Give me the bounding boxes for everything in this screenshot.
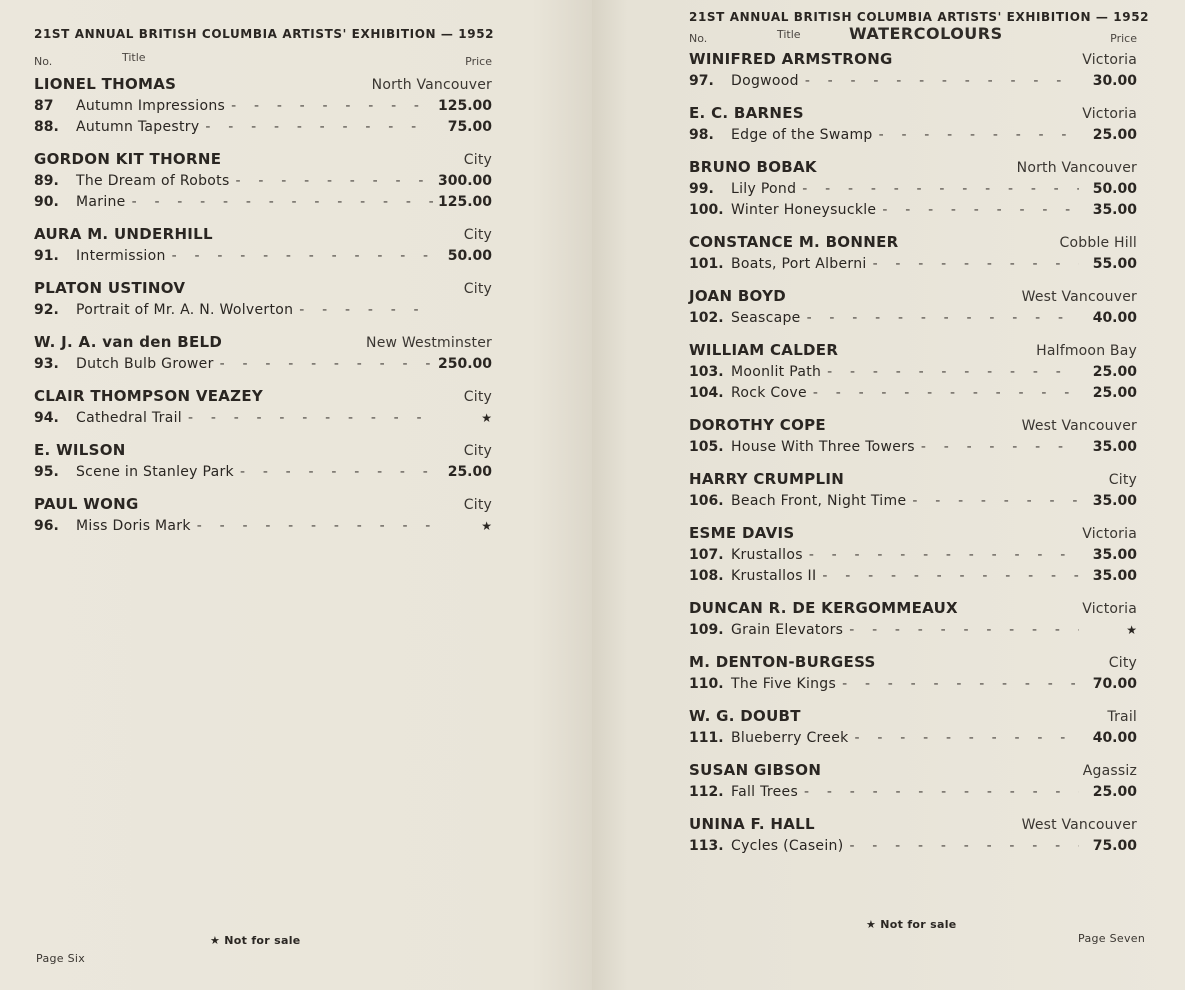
artist-entry xyxy=(689,599,1137,643)
work-title: Portrait of Mr. A. N. Wolverton xyxy=(76,302,294,318)
artist-name: CONSTANCE M. BONNER xyxy=(689,233,899,251)
work-row xyxy=(689,838,1137,859)
work-title: The Five Kings xyxy=(731,676,837,692)
artist-name: LIONEL THOMAS xyxy=(34,75,177,93)
dot-leader xyxy=(906,493,1079,509)
work-title: House With Three Towers xyxy=(731,439,915,455)
work-price: 125.00 xyxy=(437,98,492,114)
artist-line xyxy=(689,707,1137,730)
work-number: 112. xyxy=(689,784,724,800)
work-row xyxy=(689,493,1137,514)
artist-entry xyxy=(34,495,492,539)
artist-list xyxy=(689,50,1137,859)
artist-line xyxy=(689,233,1137,256)
artist-entry xyxy=(34,441,492,485)
artist-location: New Westminster xyxy=(366,335,492,351)
work-number: 90. xyxy=(34,194,59,210)
not-for-sale-note: ★ Not for sale xyxy=(866,918,957,931)
work-title: Blueberry Creek xyxy=(731,730,849,746)
artist-location: City xyxy=(463,281,492,297)
work-price: 25.00 xyxy=(1092,385,1137,401)
dot-leader xyxy=(807,385,1079,401)
work-title: Moonlit Path xyxy=(731,364,822,380)
page-seven-content xyxy=(689,10,1150,859)
artist-location: North Vancouver xyxy=(1016,160,1137,176)
column-title-heading: Title xyxy=(122,51,146,64)
dot-leader xyxy=(126,194,434,210)
work-row xyxy=(689,784,1137,805)
work-number: 102. xyxy=(689,310,724,326)
column-price-heading: Price xyxy=(1110,32,1137,45)
column-headings xyxy=(689,24,1137,50)
artist-entry xyxy=(689,158,1137,223)
artist-entry xyxy=(689,104,1137,148)
dot-leader xyxy=(849,730,1079,746)
dot-leader xyxy=(867,256,1079,272)
page-header: 21ST ANNUAL BRITISH COLUMBIA ARTISTS' EXHIBITION — 1952 xyxy=(34,27,495,41)
dot-leader xyxy=(199,119,434,135)
artist-location: Victoria xyxy=(1082,106,1137,122)
artist-line xyxy=(689,341,1137,364)
artist-name: WINIFRED ARMSTRONG xyxy=(689,50,893,68)
work-title: The Dream of Robots xyxy=(76,173,230,189)
column-no-heading: No. xyxy=(34,55,53,68)
artist-name: W. G. DOUBT xyxy=(689,707,801,725)
artist-location: City xyxy=(463,389,492,405)
work-price: 35.00 xyxy=(1092,439,1137,455)
work-price: 25.00 xyxy=(1092,364,1137,380)
artist-line xyxy=(689,416,1137,439)
work-row xyxy=(689,256,1137,277)
dot-leader xyxy=(873,127,1079,143)
artist-location: Victoria xyxy=(1082,52,1137,68)
work-number: 94. xyxy=(34,410,59,426)
work-row xyxy=(34,98,492,119)
work-number: 106. xyxy=(689,493,724,509)
work-title: Miss Doris Mark xyxy=(76,518,191,534)
artist-entry xyxy=(34,333,492,377)
work-title: Autumn Impressions xyxy=(76,98,226,114)
page-six-content xyxy=(34,27,495,539)
work-number: 113. xyxy=(689,838,724,854)
work-title: Grain Elevators xyxy=(731,622,844,638)
work-number: 108. xyxy=(689,568,724,584)
work-row xyxy=(689,202,1137,223)
work-title: Edge of the Swamp xyxy=(731,127,873,143)
artist-location: Halfmoon Bay xyxy=(1036,343,1137,359)
page-number: Page Six xyxy=(36,952,86,965)
artist-entry xyxy=(689,653,1137,697)
column-no-heading: No. xyxy=(689,32,708,45)
artist-location: Cobble Hill xyxy=(1059,235,1137,251)
work-price: 35.00 xyxy=(1092,568,1137,584)
artist-location: West Vancouver xyxy=(1021,289,1137,305)
artist-location: West Vancouver xyxy=(1021,418,1137,434)
work-price: 55.00 xyxy=(1092,256,1137,272)
column-price-heading: Price xyxy=(465,55,492,68)
work-row xyxy=(34,410,492,431)
dot-leader xyxy=(876,202,1079,218)
work-title: Fall Trees xyxy=(731,784,799,800)
work-price: 35.00 xyxy=(1092,202,1137,218)
dot-leader xyxy=(191,518,434,534)
work-title: Dogwood xyxy=(731,73,799,89)
work-price: 125.00 xyxy=(437,194,492,210)
artist-entry xyxy=(689,416,1137,460)
work-number: 109. xyxy=(689,622,724,638)
work-number: 98. xyxy=(689,127,714,143)
artist-name: AURA M. UNDERHILL xyxy=(34,225,213,243)
work-number: 101. xyxy=(689,256,724,272)
work-row xyxy=(689,730,1137,751)
artist-line xyxy=(689,470,1137,493)
dot-leader xyxy=(843,838,1079,854)
artist-line xyxy=(34,495,492,518)
not-for-sale-note: ★ Not for sale xyxy=(210,934,301,947)
artist-location: Trail xyxy=(1107,709,1137,725)
work-row xyxy=(34,356,492,377)
column-headings xyxy=(34,53,492,73)
dot-leader xyxy=(293,302,434,318)
artist-line xyxy=(34,75,492,98)
artist-line xyxy=(689,524,1137,547)
artist-location: City xyxy=(463,152,492,168)
not-for-sale-star: ★ xyxy=(481,411,492,425)
artist-location: Agassiz xyxy=(1082,763,1137,779)
work-number: 103. xyxy=(689,364,724,380)
work-row xyxy=(689,547,1137,568)
work-price: 25.00 xyxy=(1092,127,1137,143)
work-price: 300.00 xyxy=(437,173,492,189)
artist-entry xyxy=(689,233,1137,277)
work-number: 111. xyxy=(689,730,724,746)
work-title: Lily Pond xyxy=(731,181,797,197)
work-title: Cycles (Casein) xyxy=(731,838,844,854)
dot-leader xyxy=(214,356,434,372)
work-row xyxy=(689,439,1137,460)
page-seven xyxy=(592,0,1185,990)
work-price: 40.00 xyxy=(1092,730,1137,746)
work-number: 87 xyxy=(34,98,54,114)
artist-line xyxy=(34,441,492,464)
work-number: 93. xyxy=(34,356,59,372)
work-number: 99. xyxy=(689,181,714,197)
not-for-sale-star: ★ xyxy=(1126,623,1137,637)
artist-line xyxy=(689,815,1137,838)
work-row xyxy=(689,364,1137,385)
work-row xyxy=(34,173,492,194)
artist-location: City xyxy=(463,227,492,243)
work-title: Winter Honeysuckle xyxy=(731,202,877,218)
work-title: Rock Cove xyxy=(731,385,807,401)
dot-leader xyxy=(234,464,434,480)
work-number: 105. xyxy=(689,439,724,455)
artist-location: North Vancouver xyxy=(371,77,492,93)
artist-name: ESME DAVIS xyxy=(689,524,795,542)
artist-line xyxy=(689,158,1137,181)
dot-leader xyxy=(796,181,1079,197)
artist-name: WILLIAM CALDER xyxy=(689,341,839,359)
dot-leader xyxy=(798,784,1079,800)
work-row xyxy=(689,73,1137,94)
work-row xyxy=(689,181,1137,202)
artist-name: CLAIR THOMPSON VEAZEY xyxy=(34,387,264,405)
work-number: 91. xyxy=(34,248,59,264)
artist-entry xyxy=(689,341,1137,406)
artist-line xyxy=(689,653,1137,676)
artist-line xyxy=(689,287,1137,310)
artist-location: Victoria xyxy=(1082,601,1137,617)
work-row xyxy=(34,518,492,539)
artist-entry xyxy=(689,470,1137,514)
work-row xyxy=(689,622,1137,643)
work-price: 35.00 xyxy=(1092,547,1137,563)
work-title: Scene in Stanley Park xyxy=(76,464,234,480)
work-title: Cathedral Trail xyxy=(76,410,182,426)
artist-name: DOROTHY COPE xyxy=(689,416,826,434)
artist-name: M. DENTON-BURGESS xyxy=(689,653,876,671)
page-header: 21ST ANNUAL BRITISH COLUMBIA ARTISTS' EXHIBITION — 1952 xyxy=(689,10,1150,24)
work-price: 30.00 xyxy=(1092,73,1137,89)
work-price: 40.00 xyxy=(1092,310,1137,326)
work-number: 95. xyxy=(34,464,59,480)
artist-entry xyxy=(34,225,492,269)
artist-line xyxy=(34,279,492,302)
work-price: 35.00 xyxy=(1092,493,1137,509)
artist-list xyxy=(34,75,492,539)
dot-leader xyxy=(836,676,1079,692)
artist-name: GORDON KIT THORNE xyxy=(34,150,222,168)
artist-line xyxy=(34,387,492,410)
work-row xyxy=(689,385,1137,406)
work-number: 97. xyxy=(689,73,714,89)
work-row xyxy=(689,127,1137,148)
dot-leader xyxy=(915,439,1079,455)
artist-entry xyxy=(689,815,1137,859)
artist-location: City xyxy=(1108,472,1137,488)
artist-name: UNINA F. HALL xyxy=(689,815,815,833)
artist-line xyxy=(689,50,1137,73)
artist-line xyxy=(689,761,1137,784)
artist-entry xyxy=(689,50,1137,94)
artist-location: Victoria xyxy=(1082,526,1137,542)
dot-leader xyxy=(182,410,434,426)
artist-entry xyxy=(689,707,1137,751)
page-number: Page Seven xyxy=(1078,932,1146,945)
work-number: 88. xyxy=(34,119,59,135)
page-six xyxy=(0,0,592,990)
work-title: Marine xyxy=(76,194,126,210)
work-price: 75.00 xyxy=(447,119,492,135)
section-title: WATERCOLOURS xyxy=(849,24,1003,43)
artist-location: City xyxy=(463,443,492,459)
work-title: Boats, Port Alberni xyxy=(731,256,867,272)
work-row xyxy=(34,119,492,140)
work-row xyxy=(34,194,492,215)
not-for-sale-star: ★ xyxy=(481,519,492,533)
dot-leader xyxy=(843,622,1079,638)
work-price: 50.00 xyxy=(447,248,492,264)
work-price: 75.00 xyxy=(1092,838,1137,854)
artist-name: BRUNO BOBAK xyxy=(689,158,817,176)
work-title: Intermission xyxy=(76,248,166,264)
artist-line xyxy=(689,599,1137,622)
artist-entry xyxy=(689,524,1137,589)
work-row xyxy=(34,464,492,485)
work-title: Krustallos xyxy=(731,547,803,563)
artist-line xyxy=(689,104,1137,127)
work-number: 96. xyxy=(34,518,59,534)
column-title-heading: Title xyxy=(777,28,801,41)
artist-location: West Vancouver xyxy=(1021,817,1137,833)
artist-line xyxy=(34,333,492,356)
work-row xyxy=(34,302,492,323)
artist-name: E. C. BARNES xyxy=(689,104,804,122)
dot-leader xyxy=(166,248,434,264)
artist-name: JOAN BOYD xyxy=(689,287,786,305)
work-price: 25.00 xyxy=(1092,784,1137,800)
dot-leader xyxy=(803,547,1079,563)
artist-name: W. J. A. van den BELD xyxy=(34,333,223,351)
artist-name: HARRY CRUMPLIN xyxy=(689,470,845,488)
work-number: 104. xyxy=(689,385,724,401)
work-row xyxy=(689,676,1137,697)
artist-line xyxy=(34,225,492,248)
artist-entry xyxy=(34,387,492,431)
work-price: 50.00 xyxy=(1092,181,1137,197)
work-title: Beach Front, Night Time xyxy=(731,493,907,509)
artist-name: E. WILSON xyxy=(34,441,126,459)
dot-leader xyxy=(230,173,434,189)
artist-entry xyxy=(34,279,492,323)
artist-name: PAUL WONG xyxy=(34,495,139,513)
work-title: Seascape xyxy=(731,310,801,326)
work-row xyxy=(34,248,492,269)
artist-name: DUNCAN R. DE KERGOMMEAUX xyxy=(689,599,958,617)
work-number: 92. xyxy=(34,302,59,318)
dot-leader xyxy=(799,73,1079,89)
artist-entry xyxy=(689,287,1137,331)
dot-leader xyxy=(801,310,1079,326)
work-price: 70.00 xyxy=(1092,676,1137,692)
artist-location: City xyxy=(463,497,492,513)
dot-leader xyxy=(225,98,434,114)
artist-entry xyxy=(34,75,492,140)
work-number: 100. xyxy=(689,202,724,218)
work-number: 89. xyxy=(34,173,59,189)
work-title: Krustallos II xyxy=(731,568,817,584)
work-number: 110. xyxy=(689,676,724,692)
work-row xyxy=(689,568,1137,589)
work-row xyxy=(689,310,1137,331)
artist-location: City xyxy=(1108,655,1137,671)
artist-line xyxy=(34,150,492,173)
artist-name: PLATON USTINOV xyxy=(34,279,186,297)
dot-leader xyxy=(816,568,1079,584)
work-price: 25.00 xyxy=(447,464,492,480)
dot-leader xyxy=(821,364,1079,380)
work-title: Dutch Bulb Grower xyxy=(76,356,214,372)
artist-name: SUSAN GIBSON xyxy=(689,761,822,779)
work-title: Autumn Tapestry xyxy=(76,119,200,135)
artist-entry xyxy=(689,761,1137,805)
work-price: 250.00 xyxy=(437,356,492,372)
artist-entry xyxy=(34,150,492,215)
work-number: 107. xyxy=(689,547,724,563)
